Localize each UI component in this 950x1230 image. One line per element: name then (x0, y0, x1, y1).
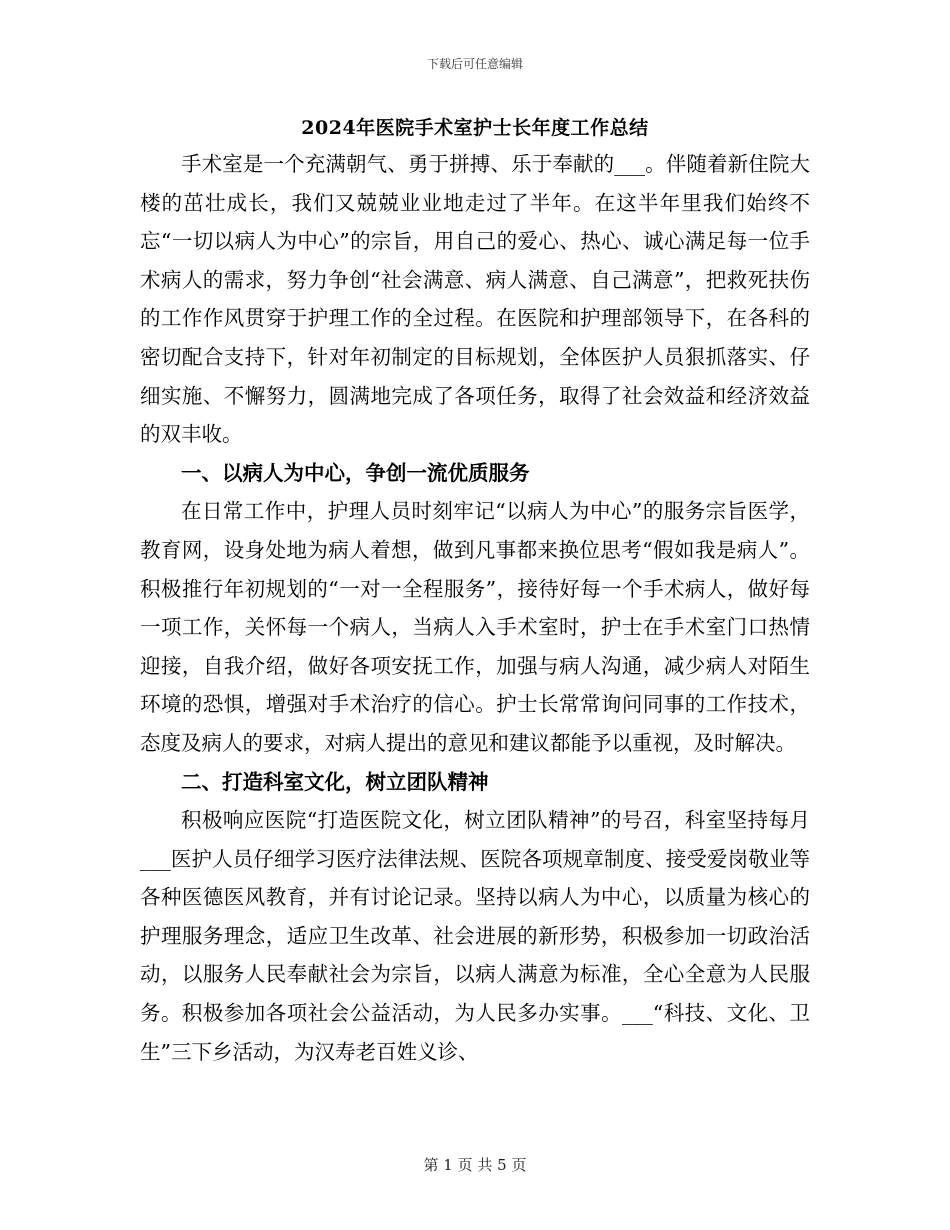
section-2-paragraph: 积极响应医院“打造医院文化，树立团队精神”的号召，科室坚持每月___医护人员仔细学习医疗法律法规、医院各项规章制度、接受爱岗敬业等各种医德医风教育，并有讨论记录。坚持以病人为中心，以质量为核心的护理服务理念，适应卫生改革、社会进展的新形势，积极参加一切政治活动，以服务人民奉献社会为宗旨，以病人满意为标准，全心全意为人民服务。积极参加各项社会公益活动，为人民多办实事。___“科技、文化、卫生”三下乡活动，为汉寿老百姓义诊、 (140, 808, 810, 1064)
intro-paragraph: 手术室是一个充满朝气、勇于拼搏、乐于奉献的___。伴随着新住院大楼的茁壮成长，我们又兢兢业业地走过了半年。在这半年里我们始终不忘“一切以病人为中心”的宗旨，用自己的爱心、热心、诚心满足每一位手术病人的需求，努力争创“社会满意、病人满意、自己满意”，把救死扶伤的工作作风贯穿于护理工作的全过程。在医院和护理部领导下，在各科的密切配合支持下，针对年初制定的目标规划，全体医护人员狠抓落实、仔细实施、不懈努力，圆满地完成了各项任务，取得了社会效益和经济效益的双丰收。 (140, 152, 810, 447)
section-1-paragraph: 在日常工作中，护理人员时刻牢记“以病人为中心”的服务宗旨医学，教育网，设身处地为病人着想，做到凡事都来换位思考“假如我是病人”。积极推行年初规划的“一对一全程服务”，接待好每一个手术病人，做好每一项工作，关怀每一个病人，当病人入手术室时，护士在手术室门口热情迎接，自我介绍，做好各项安抚工作，加强与病人沟通，减少病人对陌生环境的恐惧，增强对手术治疗的信心。护士长常常询问同事的工作技术，态度及病人的要求，对病人提出的意见和建议都能予以重视，及时解决。 (140, 499, 810, 755)
document-body (140, 145, 810, 1071)
page-number-footer: 第 1 页 共 5 页 (423, 1156, 527, 1174)
header-note: 下载后可任意编辑 (426, 57, 523, 71)
document-title: 2024年医院手术室护士长年度工作总结 (301, 117, 649, 139)
section-1-heading: 一、以病人为中心，争创一流优质服务 (181, 460, 530, 485)
section-2-heading: 二、打造科室文化，树立团队精神 (181, 769, 489, 794)
